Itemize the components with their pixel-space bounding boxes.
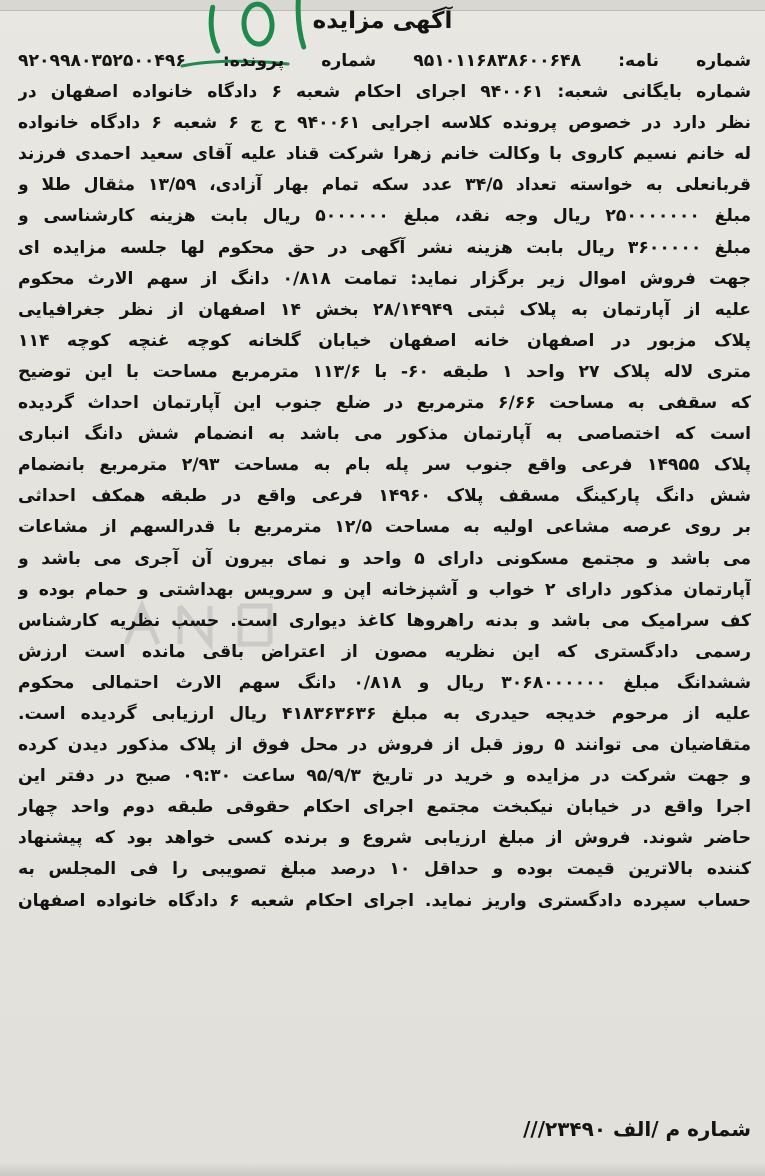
reference-number: شماره م /الف ۲۳۴۹۰/// bbox=[523, 1117, 751, 1141]
body-line: پلاک مزبور در اصفهان خانه اصفهان خیابان گلخانه کوچه غنچه کوچه ۱۱۴ bbox=[18, 330, 751, 351]
announcement-body bbox=[18, 46, 751, 917]
body-line: اجرا واقع در خیابان نیکبخت مجتمع اجرای احکام حقوقی طبقه دوم واحد چهار bbox=[18, 797, 751, 818]
body-line: متقاضیان می توانند ۵ روز قبل از فروش در محل فوق از پلاک مذکور دیدن کرده bbox=[18, 735, 751, 756]
bottom-edge bbox=[0, 1162, 765, 1176]
body-line: ششدانگ مبلغ ۳۰۶۸۰۰۰۰۰۰ ریال و ۰/۸۱۸ دانگ سهم الارث احتمالی محکوم bbox=[18, 672, 751, 693]
body-line: کف سرامیک می باشد و بدنه راهروها کاغذ دیواری است. حسب نظریه کارشناس bbox=[18, 610, 751, 631]
body-line: رسمی دادگستری که این نظریه مصون از اعتراض باقی مانده است ارزش bbox=[18, 641, 751, 662]
body-line: آپارتمان مذکور دارای ۲ خواب و آشپزخانه اپن و سرویس بهداشتی و حمام بوده و bbox=[18, 579, 751, 600]
page-title: آگهی مزایده bbox=[312, 8, 453, 34]
body-line: و جهت شرکت در مزایده و خرید در تاریخ ۹۵/۹/۳ ساعت ۰۹:۳۰ صبح در دفتر این bbox=[18, 766, 751, 787]
body-line: متری لاله پلاک ۲۷ واحد ۱ طبقه ۶۰- با ۱۱۳/۶ مترمربع مساحت با این توضیح bbox=[18, 361, 751, 382]
body-line: است که اختصاصی به آپارتمان مذکور می باشد به انضمام شش دانگ انباری bbox=[18, 424, 751, 445]
body-line: بر روی عرصه مشاعی اولیه به مساحت ۱۲/۵ مترمربع با قدرالسهم از مشاعات bbox=[18, 517, 751, 538]
body-line: حساب سپرده دادگستری واریز نماید. اجرای احکام شعبه ۶ دادگاه خانواده اصفهان bbox=[18, 890, 751, 911]
body-line: علیه از مرحوم خدیجه حیدری به مبلغ ۴۱۸۳۶۳۶۳۶ ریال ارزیابی گردیده است. bbox=[18, 703, 751, 724]
body-line: له خانم نسیم کاروی با وکالت خانم زهرا شرکت قناد علیه آقای سعید احمدی فرزند bbox=[18, 144, 751, 165]
body-line: علیه از آپارتمان به پلاک ثبتی ۲۸/۱۴۹۴۹ بخش ۱۴ اصفهان از نظر جغرافیایی bbox=[18, 299, 751, 320]
body-line: مبلغ ۲۵۰۰۰۰۰۰۰ ریال وجه نقد، مبلغ ۵۰۰۰۰۰۰ ریال بابت هزینه کارشناسی و bbox=[18, 206, 751, 227]
body-line: پلاک ۱۴۹۵۵ فرعی واقع جنوب سر پله بام به مساحت ۲/۹۳ مترمربع بانضمام bbox=[18, 455, 751, 476]
body-line: کننده بالاترین قیمت بوده و حداقل ۱۰ درصد مبلغ تصویبی را فی المجلس به bbox=[18, 859, 751, 880]
body-line: مبلغ ۳۶۰۰۰۰۰ ریال بابت هزینه نشر آگهی در حق محکوم لها جلسه مزایده ای bbox=[18, 237, 751, 258]
body-line: حاضر شوند. فروش از مبلغ ارزیابی شروع و برنده کسی خواهد بود که پیشنهاد bbox=[18, 828, 751, 849]
body-line: می باشد و مجتمع مسکونی دارای ۵ واحد و نمای بیرون آن آجری می باشد و bbox=[18, 548, 751, 569]
body-line: شش دانگ پارکینگ مسقف پلاک ۱۴۹۶۰ فرعی واقع در طبقه همکف احداثی bbox=[18, 486, 751, 507]
body-line: شماره نامه: ۹۵۱۰۱۱۶۸۳۸۶۰۰۶۴۸ شماره پرونده: ۹۲۰۹۹۸۰۳۵۲۵۰۰۴۹۶ bbox=[18, 51, 751, 71]
body-line: شماره بایگانی شعبه: ۹۴۰۰۶۱ اجرای احکام شعبه ۶ دادگاه خانواده اصفهان در bbox=[18, 82, 751, 103]
body-line: جهت فروش اموال زیر برگزار نماید: تمامت ۰/۸۱۸ دانگ از سهم الارث محکوم bbox=[18, 268, 751, 289]
body-line: نظر دارد در خصوص پرونده کلاسه اجرایی ۹۴۰۰۶۱ ح ج ۶ شعبه ۶ دادگاه خانواده bbox=[18, 113, 751, 134]
body-line: که سقفی به مساحت ۶/۶۶ مترمربع در ضلع جنوب این آپارتمان احداث گردیده bbox=[18, 393, 751, 414]
body-line: قربانعلی به خواسته تعداد ۳۴/۵ عدد سکه تمام بهار آزادی، ۱۳/۵۹ مثقال طلا و bbox=[18, 175, 751, 196]
